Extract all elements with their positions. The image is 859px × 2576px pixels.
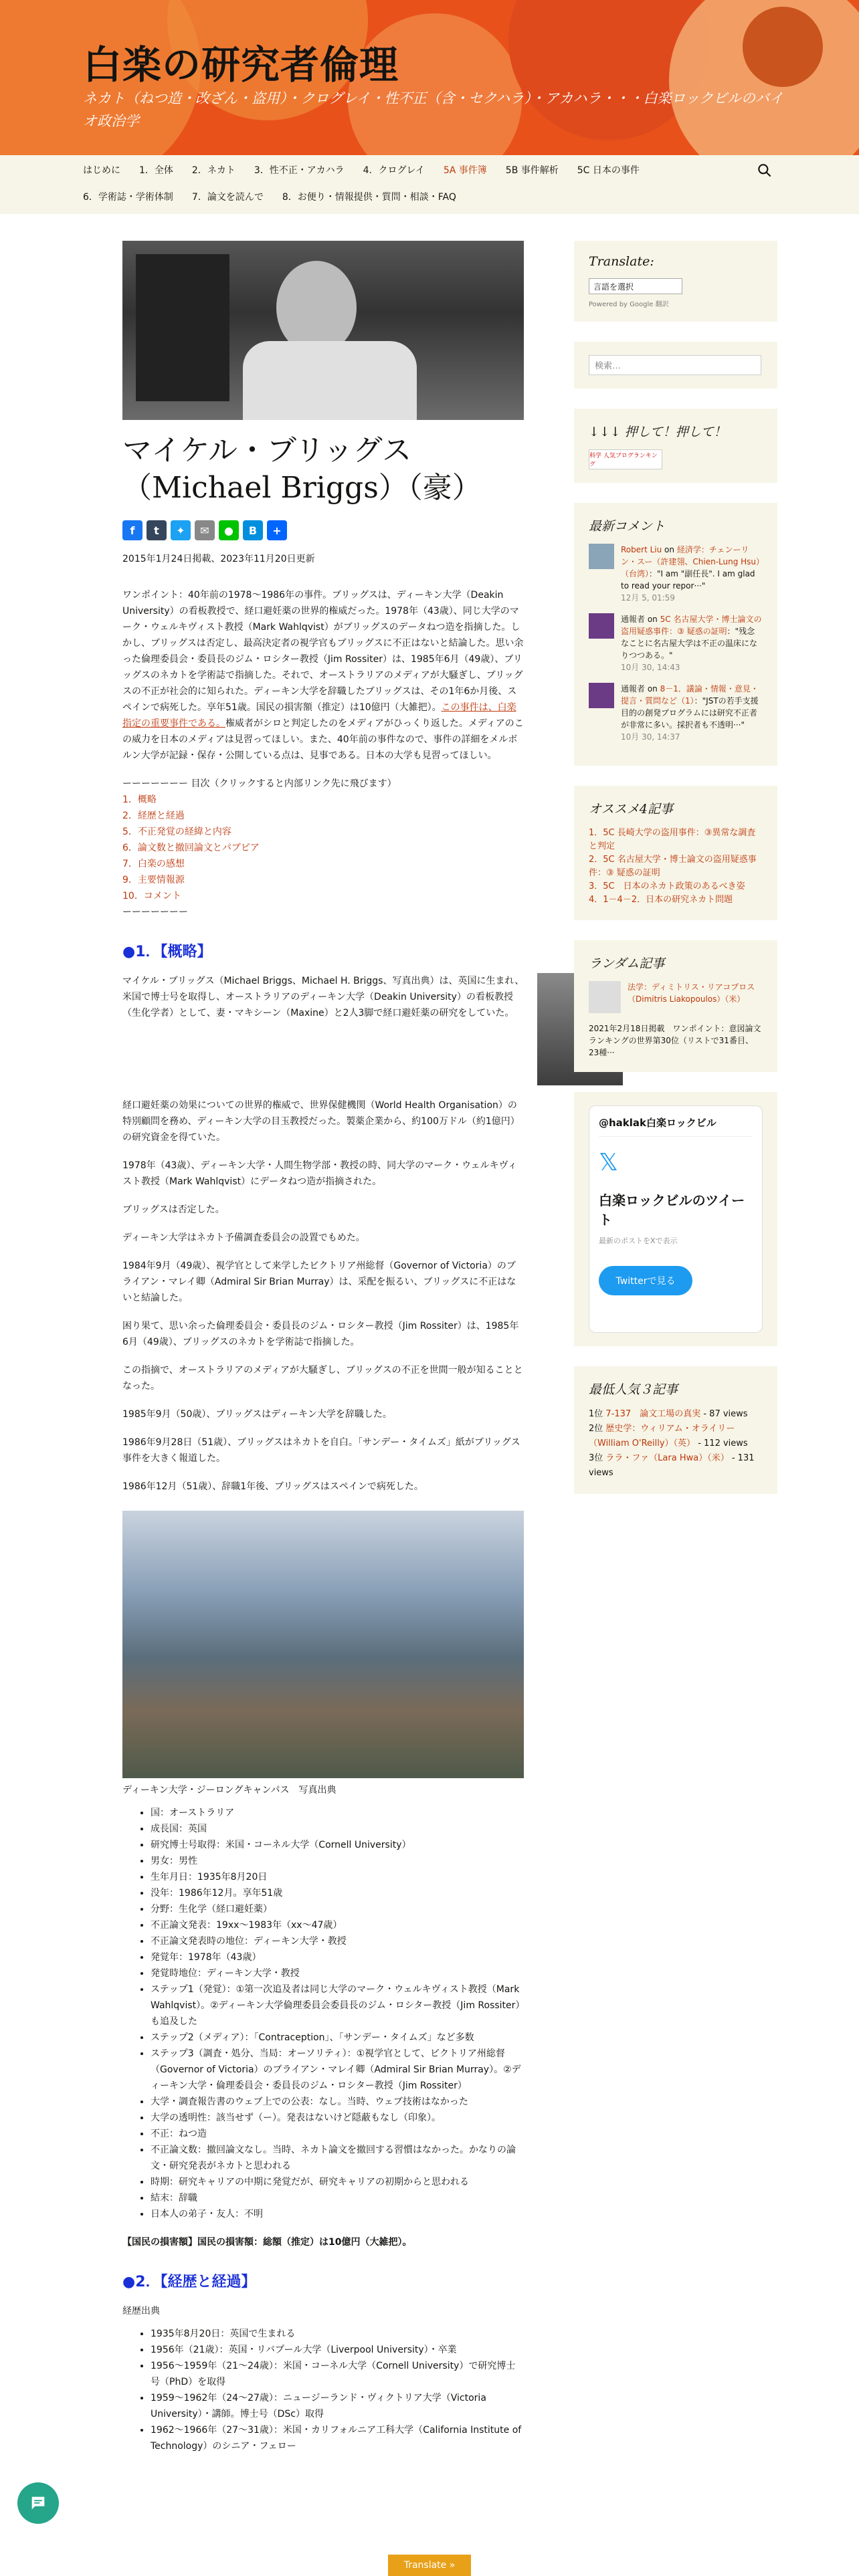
list-item: • 1956年（21歳）：英国・リバプール大学（Liverpool University）・卒業 xyxy=(151,2342,524,2358)
comment-item xyxy=(589,683,763,743)
recommended-link[interactable]: 3．5C 日本のネカト政策のあるべき姿 xyxy=(589,881,745,891)
fact-list xyxy=(122,1805,524,2222)
nav-item[interactable]: はじめに xyxy=(83,165,120,176)
toc-link[interactable]: 10．コメント xyxy=(122,891,181,901)
nav-item[interactable]: 4．クログレイ xyxy=(363,165,425,176)
section-heading: ●2．【経歴と経過】 xyxy=(122,2274,256,2290)
nav-item[interactable]: 1．全体 xyxy=(139,165,173,176)
site-header xyxy=(0,0,859,155)
comment-item xyxy=(589,613,763,673)
popular-link[interactable]: 7-137 論文工場の真実 xyxy=(605,1409,701,1419)
random-post-excerpt: 2021年2月18日掲載 ワンポイント：意図論文ランキングの世界第30位（リストで31番目、23種··· xyxy=(589,1024,761,1057)
recent-comments-widget xyxy=(574,503,777,766)
list-item: • 研究博士号取得：米国・コーネル大学（Cornell University） xyxy=(151,1837,524,1853)
important-case-link[interactable]: この事件は、白楽指定の重要事件である。 xyxy=(122,702,516,729)
article xyxy=(122,241,524,2454)
list-item: • 日本人の弟子・友人：不明 xyxy=(151,2206,524,2222)
entry-title: マイケル・ブリッグス（Michael Briggs）（豪） xyxy=(122,433,482,505)
nav-item[interactable]: 5C 日本の事件 xyxy=(577,165,640,176)
rank: 2位 xyxy=(589,1424,603,1434)
featured-image xyxy=(122,241,524,420)
comment-post[interactable]: 8－1．議論・情報・意見・提言・質問など（1） xyxy=(621,684,759,706)
entry-date: 2015年1月24日掲載、2023年11月20日更新 xyxy=(122,554,315,564)
view-count: - 87 views xyxy=(703,1409,748,1419)
chat-icon xyxy=(29,2494,47,2512)
list-item: • 没年：1986年12月。享年51歳 xyxy=(151,1885,524,1901)
toc-link[interactable]: 5．不正発覚の経緯と内容 xyxy=(122,827,231,837)
hatena-icon[interactable]: B xyxy=(243,520,263,540)
comment-excerpt: ："残念なことに名古屋大学は不正の温床になりつつある。" xyxy=(621,627,758,660)
damage-estimate: 【国民の損害額】国民の損害額：総額（推定）は10億円（大雑把）。 xyxy=(122,2237,412,2248)
share-buttons xyxy=(122,520,524,540)
comment-post[interactable]: 経済学：チェンーリン・スー（許建翎、Chien-Lung Hsu）（台湾） xyxy=(621,545,761,578)
toc-link[interactable]: 1．概略 xyxy=(122,794,157,805)
paragraph: この指摘で、オーストラリアのメディアが大騒ぎし、ブリッグスの不正を世間一般が知ることとなった。 xyxy=(122,1365,523,1392)
list-item: • 成長国：英国 xyxy=(151,1821,524,1837)
comment-time: 10月 30, 14:37 xyxy=(621,732,680,742)
rank: 1位 xyxy=(589,1409,603,1419)
line-icon[interactable]: ● xyxy=(219,520,239,540)
widget-title: オススメ4記事 xyxy=(589,802,673,817)
site-description: ネカト（ねつ造・改ざん・盗用）・クログレイ・性不正（含・セクハラ）・アカハラ・・・白楽ロックビルのバイオ政治学 xyxy=(83,90,784,129)
random-post-link[interactable]: 法学：ディミトリス・リアコプロス（Dimitris Liakopoulos）（米） xyxy=(628,982,755,1004)
view-count: - 112 views xyxy=(698,1438,748,1448)
chat-button[interactable] xyxy=(17,2482,59,2524)
search-input[interactable] xyxy=(589,355,761,375)
facebook-icon[interactable]: f xyxy=(122,520,142,540)
search-icon[interactable] xyxy=(756,162,773,179)
popular-link[interactable]: 歴史学：ウィリアム・オライリー（William O'Reilly）（英） xyxy=(589,1424,735,1448)
view-on-twitter-button[interactable]: Twitterで見る xyxy=(599,1266,692,1295)
table-of-contents xyxy=(122,776,524,920)
main-navigation xyxy=(0,155,859,214)
paragraph: ディーキン大学はネカト予備調査委員会の設置でもめた。 xyxy=(122,1232,365,1243)
paragraph: ブリッグスは否定した。 xyxy=(122,1204,225,1215)
nav-item[interactable]: 6．学術誌・学術体制 xyxy=(83,192,173,203)
recommended-link[interactable]: 1．5C 長崎大学の盗用事件：③異常な調査と判定 xyxy=(589,828,756,851)
on-label: on xyxy=(664,545,674,554)
translate-button[interactable]: Translate » xyxy=(388,2555,471,2576)
list-item: • 大学・調査報告書のウェブ上での公表：なし。当時、ウェブ技術はなかった xyxy=(151,2094,524,2110)
list-item: • 1962〜1966年（27〜31歳）：米国・カリフォルニア工科大学（California Institute of Technology）のシニア・フェロー xyxy=(151,2422,524,2454)
search-widget xyxy=(574,342,777,389)
twitter-handle[interactable]: @haklak白楽ロックビル xyxy=(599,1115,753,1137)
popular-item xyxy=(589,1422,763,1451)
comment-author: 通報者 xyxy=(621,684,646,693)
twitter-headline: 白楽ロックビルのツイート xyxy=(599,1192,745,1228)
avatar xyxy=(589,544,614,569)
on-label: on xyxy=(647,684,658,693)
list-item: • 国：オーストラリア xyxy=(151,1805,524,1821)
toc-footer: ーーーーーーー xyxy=(122,907,188,918)
paragraph: マイケル・ブリッグス（Michael Briggs、Michael H. Briggs、写真出典）は、英国に生まれ、米国で博士号を取得し、オーストラリアのディーキン大学（Deakin University）の看板教授（生化学者）として、妻・マキシーン（Maxine）と2人3脚で経口避妊薬の研究をしていた。 xyxy=(122,976,524,1018)
random-post-widget xyxy=(574,940,777,1072)
tumblr-icon[interactable]: t xyxy=(147,520,167,540)
history-list xyxy=(122,2326,524,2454)
twitter-icon[interactable]: ✦ xyxy=(171,520,191,540)
list-item: • 分野：生化学（経口避妊薬） xyxy=(151,1901,524,1917)
recommended-widget xyxy=(574,786,777,920)
widget-title: 最低人気３記事 xyxy=(589,1382,678,1397)
list-item: • 1959〜1962年（24〜27歳）：ニュージーランド・ヴィクトリア大学（Victoria University）・講師。博士号（DSc）取得 xyxy=(151,2390,524,2422)
list-item: • 男女：男性 xyxy=(151,1853,524,1869)
paragraph: 1985年9月（50歳）、ブリッグスはディーキン大学を辞職した。 xyxy=(122,1409,392,1420)
comment-author[interactable]: Robert Liu xyxy=(621,545,662,554)
comment-excerpt: ："JSTの若手支援目的の創発プログラムには研究不正者が非常に多い。採択者も不透明···" xyxy=(621,696,759,730)
widget-title: ↓↓↓ 押して！押して！ xyxy=(589,425,727,439)
nav-item[interactable]: 5B 事件解析 xyxy=(505,165,559,176)
toc-link[interactable]: 7．白楽の感想 xyxy=(122,859,185,869)
toc-link[interactable]: 9．主要情報源 xyxy=(122,875,185,885)
list-item: • ステップ1（発覚）：①第一次追及者は同じ大学のマーク・ウェルキヴィスト教授（Mark Wahlqvist）。②ディーキン大学倫理委員会委員長のジム・ロシター教授（Jim Rossiter）も追及した xyxy=(151,1981,524,2030)
comment-item xyxy=(589,544,763,604)
twitter-widget xyxy=(574,1092,777,1346)
on-label: on xyxy=(647,615,658,624)
section-heading: ●1．【概略】 xyxy=(122,944,212,960)
paragraph: 1986年12月（51歳）、辞職1年後、ブリッグスはスペインで病死した。 xyxy=(122,1481,423,1492)
paragraph: 1984年9月（49歳）、視学官として来学したビクトリア州総督（Governor of Victoria）のブライアン・マレイ卿（Admiral Sir Brian Murray）は、采配を振るい、ブリッグスに不正はないと結論した。 xyxy=(122,1261,516,1303)
avatar xyxy=(589,613,614,639)
x-logo-icon: 𝕏 xyxy=(599,1149,619,1176)
paragraph: 困り果て、思い余った倫理委員会・委員長のジム・ロシター教授（Jim Rossiter）は、1985年6月（49歳）、ブリッグスのネカトを学術誌で指摘した。 xyxy=(122,1321,519,1348)
comment-excerpt: ："I am "副任長". I am glad to read your repor···" xyxy=(621,569,755,591)
widget-title: Translate: xyxy=(589,254,654,269)
site-title[interactable]: 白楽の研究者倫理 xyxy=(83,42,399,88)
popular-item xyxy=(589,1407,763,1422)
translate-widget xyxy=(574,241,777,322)
list-item: • 不正論文発表：19xx〜1983年（xx〜47歳） xyxy=(151,1917,524,1933)
list-item: • ステップ2（メディア）：「Contraception」、「サンデー・タイムズ」など多数 xyxy=(151,2030,524,2046)
toc-header: ーーーーーーー 目次（クリックすると内部リンク先に飛びます） xyxy=(122,778,397,789)
toc-link[interactable]: 6．論文数と撤回論文とパブピア xyxy=(122,843,260,853)
powered-by: Powered by Google 翻訳 xyxy=(589,301,669,308)
paragraph: 経口避妊薬の効果についての世界的権威で、世界保健機関（World Health Organisation）の特別顧問を務め、ディーキン大学の目玉教授だった。製薬企業から、約100万ドル（約1億円）の研究資金を得ていた。 xyxy=(122,1100,520,1143)
nav-item[interactable]: 3．性不正・アカハラ xyxy=(254,165,345,176)
list-item: • 時期：研究キャリアの中期に発覚だが、研究キャリアの初期からと思われる xyxy=(151,2174,524,2190)
twitter-sub: 最新のポストをXで表示 xyxy=(599,1237,678,1245)
rank: 3位 xyxy=(589,1453,603,1463)
add-icon[interactable]: + xyxy=(267,520,287,540)
nav-item[interactable]: 2．ネカト xyxy=(191,165,235,176)
nav-item[interactable]: 8．お便り・情報提供・質問・相談・FAQ xyxy=(282,192,456,203)
paragraph: 1986年9月28日（51歳）、ブリッグスはネカトを自白。「サンデー・タイムズ」紙がブリッグス事件を大きく報道した。 xyxy=(122,1437,520,1464)
recommended-link[interactable]: 4．1－4－2．日本の研究ネカト問題 xyxy=(589,895,733,905)
history-source: 経歴出典 xyxy=(122,2306,160,2317)
widget-title: 最新コメント xyxy=(589,519,666,534)
popular-widget xyxy=(574,1366,777,1494)
post-thumbnail xyxy=(589,981,621,1013)
toc-link[interactable]: 2．経歴と経過 xyxy=(122,811,185,821)
summary-cont: 権威者がシロと判定したのをメディアがひっくり返した。メディアのこの威力を日本のメディアは見習ってほしい。また、40年前の事件なので、事件の詳細をメルボルン大学が記録・保存・公開している点は、見事である。日本の大学も見習ってほしい。 xyxy=(122,718,524,761)
list-item: • 発覚時地位：ディーキン大学・教授 xyxy=(151,1965,524,1981)
comment-author: 通報者 xyxy=(621,615,646,624)
nav-item[interactable]: 7．論文を読んで xyxy=(191,192,264,203)
list-item: • 生年月日：1935年8月20日 xyxy=(151,1869,524,1885)
popular-link[interactable]: ララ・ファ（Lara Hwa）（米） xyxy=(605,1453,729,1463)
language-select[interactable]: 言語を選択 xyxy=(589,278,682,294)
campus-photo xyxy=(122,1511,524,1778)
email-icon[interactable]: ✉ xyxy=(195,520,215,540)
summary: ワンポイント：40年前の1978〜1986年の事件。ブリッグスは、ディーキン大学（Deakin University）の看板教授で、経口避妊薬の世界的権威だった。1978年（43歳）、同じ大学のマーク・ウェルキヴィスト教授（Mark Wahlqvist）がブリッグスのデータねつ造を指摘した。しかし、ブリッグスは否定し、最高決定者の視学官もブリッグスに不正はないと結論した。思い余った倫理委員会・委員長のジム・ロシター教授（Jim Rossiter）は、1985年6月（49歳）、ブリッグスのネカトを学術誌で指摘した。それで、オーストラリアのメディアが大騒ぎし、ブリッグスの不正が社会的に知られた。ディーキン大学を辞職したブリッグスは、その1年6か月後、スペインで病死した。享年51歳。国民の損害額（推定）は10億円（大雑把）。 xyxy=(122,590,524,713)
nav-item-active[interactable]: 5A 事件簿 xyxy=(443,165,487,176)
list-item: • 不正：ねつ造 xyxy=(151,2126,524,2142)
list-item: • 不正論文数：撤回論文なし。当時、ネカト論文を撤回する習慣はなかった。かなりの論文・研究発表がネカトと思われる xyxy=(151,2142,524,2174)
comment-time: 10月 30, 14:43 xyxy=(621,663,680,672)
list-item: • 1935年8月20日：英国で生まれる xyxy=(151,2326,524,2342)
view-count: - 131 views xyxy=(589,1453,755,1478)
ranking-widget xyxy=(574,409,777,483)
list-item: • 大学の透明性：該当せず（ー）。発表はないけど隠蔽もなし（印象）。 xyxy=(151,2110,524,2126)
list-item: • 1956〜1959年（21〜24歳）：米国・コーネル大学（Cornell University）で研究博士号（PhD）を取得 xyxy=(151,2358,524,2390)
ranking-badge[interactable]: 科学 人気ブログランキング xyxy=(589,449,662,469)
random-post xyxy=(589,981,763,1013)
list-item: • 結末：辞職 xyxy=(151,2190,524,2206)
comment-time: 12月 5, 01:59 xyxy=(621,593,675,603)
sidebar xyxy=(574,241,777,1514)
photo-caption: ディーキン大学・ジーロングキャンパス 写真出典 xyxy=(122,1785,337,1796)
recommended-link[interactable]: 2．5C 名古屋大学・博士論文の盗用疑惑事件：③ 疑惑の証明 xyxy=(589,855,757,878)
list-item: • ステップ3（調査・処分、当局：オーソリティ）：①視学官として、ビクトリア州総督（Governor of Victoria）のブライアン・マレイ卿（Admiral Sir Brian Murray）。②ディーキン大学・倫理委員会・委員長のジム・ロシター教授（Jim Rossiter） xyxy=(151,2046,524,2094)
widget-title: ランダム記事 xyxy=(589,956,665,971)
list-item: • 発覚年：1978年（43歳） xyxy=(151,1949,524,1965)
comment-post[interactable]: 5C 名古屋大学・博士論文の盗用疑惑事件：③ 疑惑の証明 xyxy=(621,615,762,636)
avatar xyxy=(589,683,614,708)
popular-item xyxy=(589,1451,763,1481)
paragraph: 1978年（43歳）、ディーキン大学・人間生物学部・教授の時、同大学のマーク・ウェルキヴィスト教授（Mark Wahlqvist）にデータねつ造が指摘された。 xyxy=(122,1160,517,1187)
list-item: • 不正論文発表時の地位：ディーキン大学・教授 xyxy=(151,1933,524,1949)
